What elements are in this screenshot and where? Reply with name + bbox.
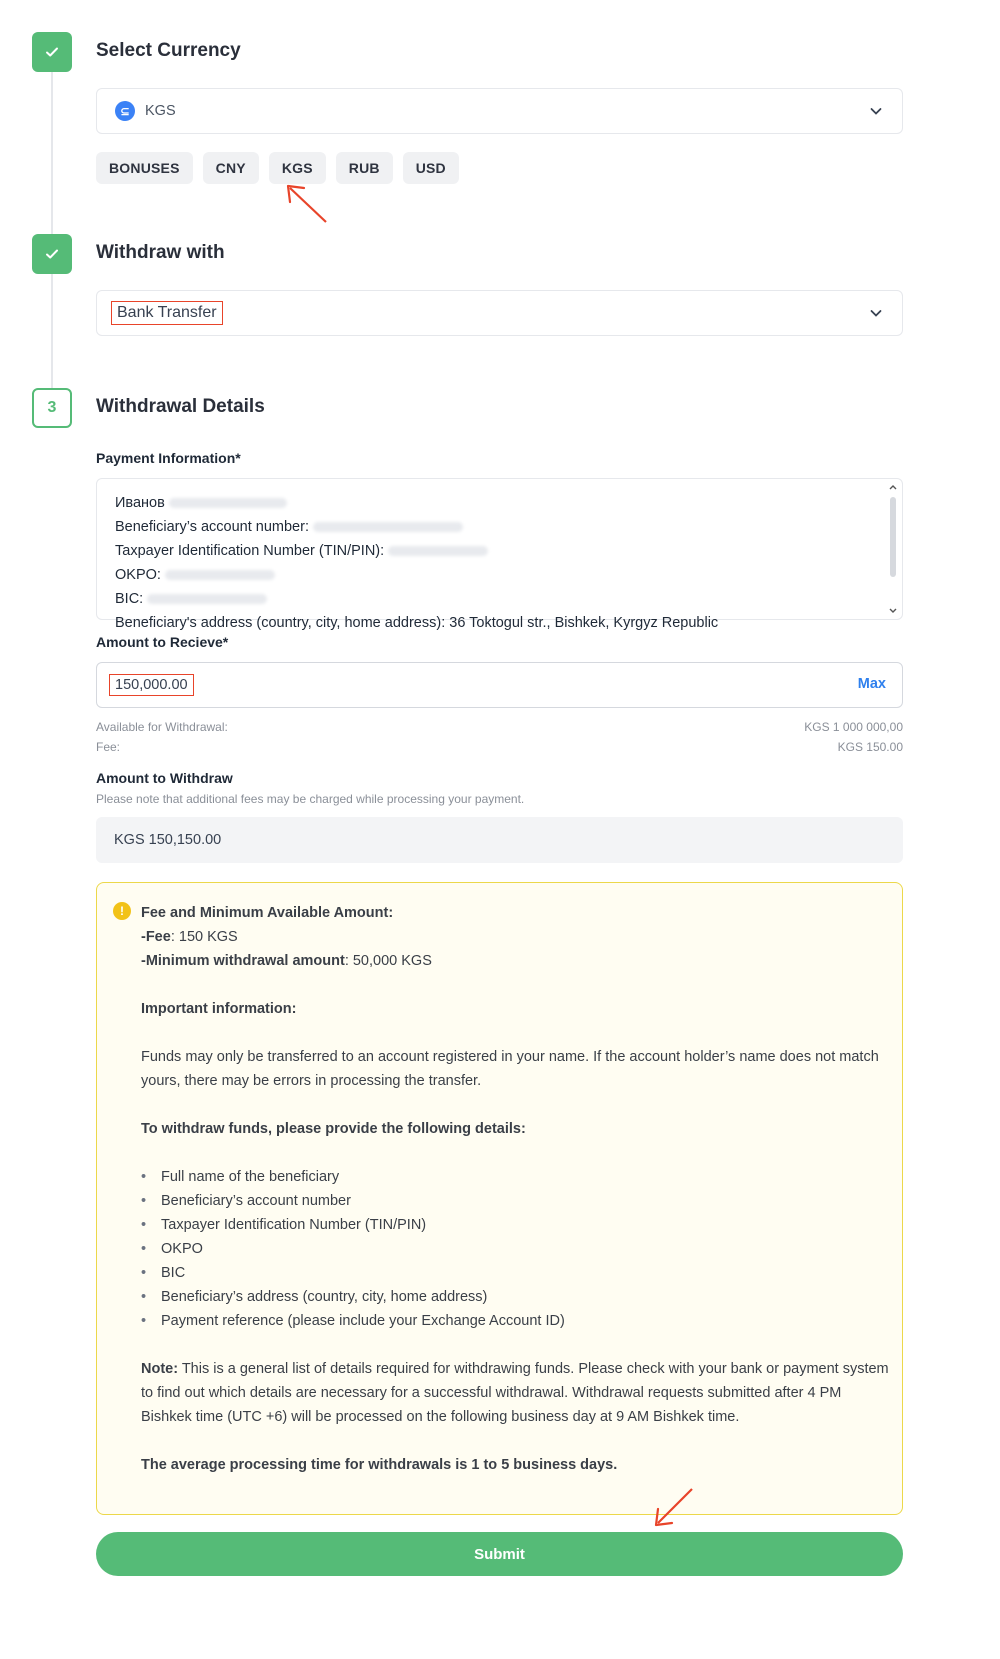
warning-icon: !: [113, 902, 131, 920]
scrollbar-thumb[interactable]: [890, 497, 896, 577]
details-list: [141, 1165, 891, 1333]
payment-info-textarea[interactable]: [96, 478, 903, 631]
payment-line-address: Beneficiary's address (country, city, home address): 36 Toktogul str., Bishkek, Kyrgyz Republic: [115, 615, 719, 631]
currency-selected-value: KGS: [145, 103, 176, 119]
list-item: • Payment reference (please include your Exchange Account ID): [141, 1309, 891, 1333]
annotation-arrow-icon: [652, 1485, 698, 1529]
chip-kgs[interactable]: KGS: [269, 152, 326, 184]
withdraw-amount-label: Amount to Withdraw: [96, 770, 233, 786]
currency-chips: [96, 152, 459, 184]
list-item: • Taxpayer Identification Number (TIN/PIN): [141, 1213, 891, 1237]
step-2-check-icon: [32, 234, 72, 274]
chevron-down-icon: [868, 305, 884, 321]
amount-value: 150,000.00: [109, 674, 194, 696]
payment-line-account: Beneficiary’s account number:: [115, 519, 309, 535]
payment-line-okpo: OKPO:: [115, 567, 161, 583]
notice-heading: Fee and Minimum Available Amount:: [141, 905, 394, 921]
note-key: Note:: [141, 1361, 179, 1377]
step-1-check-icon: [32, 32, 72, 72]
scroll-up-icon[interactable]: [888, 483, 898, 491]
list-item: • OKPO: [141, 1237, 891, 1261]
withdraw-amount-value: KGS 150,150.00: [114, 832, 222, 848]
withdraw-hint: Please note that additional fees may be charged while processing your payment.: [96, 792, 525, 806]
submit-button[interactable]: Submit: [96, 1532, 903, 1576]
payment-info-label: Payment Information*: [96, 450, 241, 466]
payment-line-tin: Taxpayer Identification Number (TIN/PIN):: [115, 543, 385, 559]
available-value: KGS 1 000 000,00: [804, 720, 903, 734]
note-text: This is a general list of details required for withdrawing funds. Please check with your bank or payment system to find out which details are necessary for a successful withdrawal. Withdrawal requests submitted after 4 PM Bishkek time (UTC +6) will be processed on the following business day at 9 AM Bishkek time.: [141, 1361, 889, 1425]
annotation-arrow-icon: [284, 182, 332, 226]
payment-line-bic: BIC:: [115, 591, 144, 607]
step-1-title: Select Currency: [96, 40, 241, 61]
info-notice: [96, 882, 903, 1515]
amount-input[interactable]: [96, 662, 903, 708]
list-item: • Beneficiary’s address (country, city, home address): [141, 1285, 891, 1309]
amount-label: Amount to Recieve*: [96, 634, 229, 650]
withdraw-amount-field: [96, 817, 903, 863]
step-2-title: Withdraw with: [96, 242, 225, 263]
payment-line-name: Иванов: [115, 495, 165, 511]
step-3-title: Withdrawal Details: [96, 396, 265, 417]
kgs-coin-icon: ⊆: [115, 101, 135, 121]
important-heading: Important information:: [141, 1001, 297, 1017]
available-label: Available for Withdrawal:: [96, 720, 228, 734]
max-button[interactable]: Max: [857, 676, 886, 692]
method-select[interactable]: [96, 290, 903, 336]
fee-value: KGS 150.00: [837, 740, 903, 754]
chip-usd[interactable]: USD: [403, 152, 459, 184]
important-text: Funds may only be transferred to an account registered in your name. If the account holder’s name does not match yours, there may be errors in processing the transfer.: [141, 1049, 879, 1089]
method-selected-value: Bank Transfer: [111, 301, 223, 325]
fee-label: Fee:: [96, 740, 121, 754]
step-3-badge: 3: [32, 388, 72, 428]
step-rail: [51, 72, 53, 390]
chip-bonuses[interactable]: BONUSES: [96, 152, 193, 184]
list-item: • Beneficiary’s account number: [141, 1189, 891, 1213]
processing-time: The average processing time for withdrawals is 1 to 5 business days.: [141, 1457, 618, 1473]
notice-min-key: -Minimum withdrawal amount: [141, 953, 345, 969]
notice-fee-key: -Fee: [141, 929, 171, 945]
currency-select[interactable]: [96, 88, 903, 134]
scroll-down-icon[interactable]: [888, 607, 898, 615]
chevron-down-icon: [868, 103, 884, 119]
details-heading: To withdraw funds, please provide the following details:: [141, 1121, 526, 1137]
notice-min-value: : 50,000 KGS: [344, 953, 432, 969]
chip-cny[interactable]: CNY: [203, 152, 259, 184]
chip-rub[interactable]: RUB: [336, 152, 393, 184]
list-item: • Full name of the beneficiary: [141, 1165, 891, 1189]
notice-fee-value: : 150 KGS: [170, 929, 238, 945]
list-item: • BIC: [141, 1261, 891, 1285]
